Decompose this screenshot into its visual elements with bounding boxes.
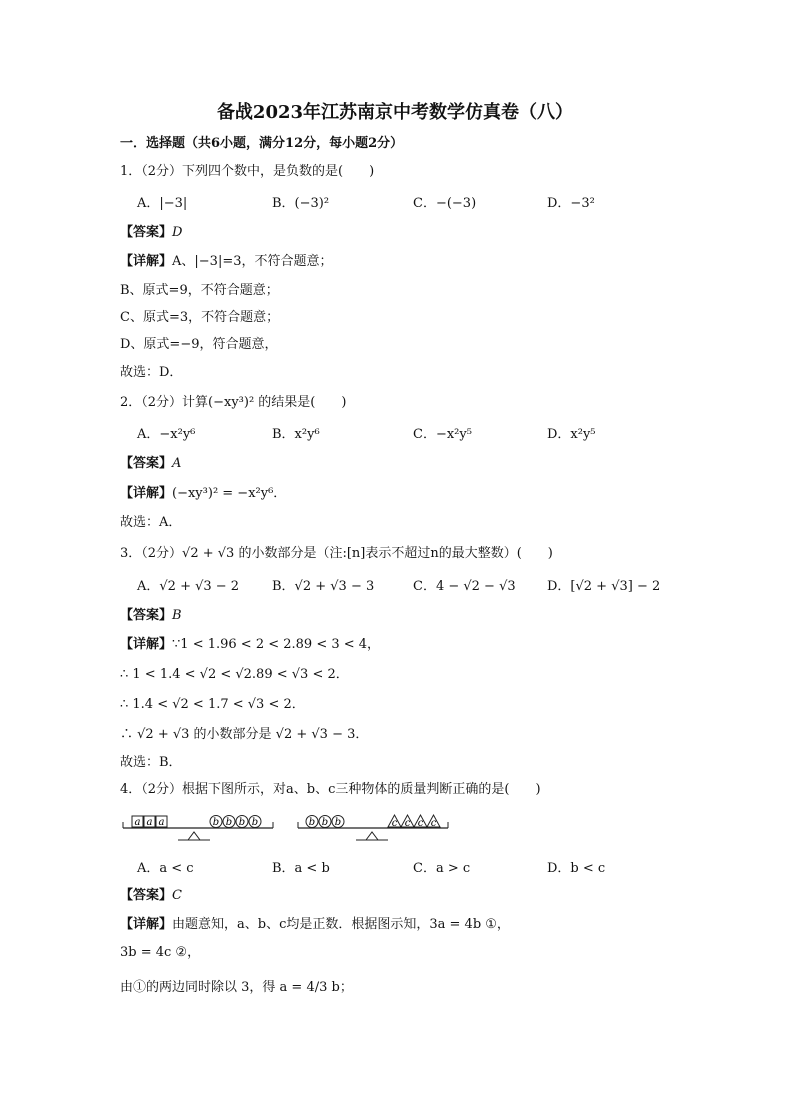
object-b-label: b bbox=[334, 817, 342, 828]
q2-stem: 2．（2分）计算(−xy³)² 的结果是( ) bbox=[120, 395, 347, 410]
right-balance bbox=[298, 815, 448, 840]
q3-option-c[interactable]: C．4 − √2 − √3 bbox=[413, 579, 516, 594]
q2-option-a[interactable]: A．−x²y⁶ bbox=[137, 427, 196, 442]
q1-detail-row bbox=[120, 253, 333, 271]
q1-option-a[interactable]: A．|−3| bbox=[137, 196, 188, 211]
q3-option-d[interactable]: D．[√2 + √3] − 2 bbox=[547, 579, 661, 594]
object-a-label: a bbox=[134, 817, 141, 828]
q4-option-b[interactable]: B．a < b bbox=[272, 861, 330, 876]
q4-answer-row bbox=[120, 887, 182, 905]
answer-tag: 【答案】 bbox=[120, 225, 173, 240]
q3-detail-line: ∵1 < 1.96 < 2 < 2.89 < 3 < 4， bbox=[172, 637, 381, 652]
q3-detail-line: ∴ √2 + √3 的小数部分是 √2 + √3 − 3． bbox=[120, 727, 369, 742]
q2-detail-line: (−xy³)² = −x²y⁶． bbox=[172, 486, 287, 501]
detail-tag: 【详解】 bbox=[120, 637, 173, 652]
q4-stem: 4．（2分）根据下图所示，对a、b、c三种物体的质量判断正确的是( ) bbox=[120, 782, 541, 797]
section-heading: 一．选择题（共6小题，满分12分，每小题2分） bbox=[120, 136, 404, 151]
object-a-label: a bbox=[146, 817, 153, 828]
q1-stem: 1．（2分）下列四个数中，是负数的是( ) bbox=[120, 164, 375, 179]
q3-option-a[interactable]: A．√2 + √3 − 2 bbox=[137, 579, 240, 594]
answer-tag: 【答案】 bbox=[120, 608, 173, 623]
balance-scale-figure bbox=[118, 808, 468, 852]
object-c-label: c bbox=[404, 818, 411, 829]
answer-tag: 【答案】 bbox=[120, 888, 173, 903]
q2-answer-row bbox=[120, 455, 181, 473]
q2-conclusion: 故选：A． bbox=[120, 515, 182, 530]
object-b-label: b bbox=[321, 817, 329, 828]
q4-option-a[interactable]: A．a < c bbox=[137, 861, 194, 876]
object-c-label: c bbox=[430, 818, 437, 829]
page-title: 备战2023年江苏南京中考数学仿真卷（八） bbox=[216, 102, 574, 123]
detail-tag: 【详解】 bbox=[120, 917, 173, 932]
object-b-label: b bbox=[225, 817, 233, 828]
q2-answer: A bbox=[172, 456, 182, 471]
object-a-label: a bbox=[158, 817, 165, 828]
q2-option-b[interactable]: B．x²y⁶ bbox=[272, 427, 320, 442]
object-c-label: c bbox=[391, 818, 398, 829]
q2-detail-row bbox=[120, 485, 286, 503]
q4-answer: C bbox=[172, 888, 182, 903]
answer-tag: 【答案】 bbox=[120, 456, 173, 471]
q1-conclusion: 故选：D． bbox=[120, 365, 183, 380]
q2-option-d[interactable]: D．x²y⁵ bbox=[547, 427, 596, 442]
q4-detail-line: 由①的两边同时除以 3，得 a = 4/3 b； bbox=[120, 980, 353, 995]
q1-answer: D bbox=[172, 225, 183, 240]
q1-detail-line: B、原式=9，不符合题意； bbox=[120, 283, 279, 298]
detail-tag: 【详解】 bbox=[120, 254, 173, 269]
q3-conclusion: 故选：B． bbox=[120, 755, 182, 770]
q4-detail-row bbox=[120, 916, 510, 934]
q4-option-d[interactable]: D．b < c bbox=[547, 861, 606, 876]
q3-answer-row bbox=[120, 607, 182, 625]
detail-tag: 【详解】 bbox=[120, 486, 173, 501]
q1-detail-line: A、|−3|=3，不符合题意； bbox=[172, 254, 333, 269]
q1-option-c[interactable]: C．−(−3) bbox=[413, 196, 477, 211]
q4-detail-line: 由题意知，a、b、c均是正数．根据图示知，3a = 4b ①， bbox=[172, 917, 510, 932]
q3-stem: 3．（2分）√2 + √3 的小数部分是（注:[n]表示不超过n的最大整数）( ) bbox=[120, 546, 553, 561]
object-b-label: b bbox=[238, 817, 246, 828]
q3-detail-row bbox=[120, 636, 380, 654]
q1-answer-row bbox=[120, 224, 182, 242]
object-b-label: b bbox=[212, 817, 220, 828]
left-balance bbox=[123, 816, 273, 841]
object-b-label: b bbox=[308, 817, 316, 828]
q3-detail-line: ∴ 1 < 1.4 < √2 < √2.89 < √3 < 2． bbox=[120, 667, 349, 682]
object-b-label: b bbox=[251, 817, 259, 828]
q4-option-c[interactable]: C．a > c bbox=[413, 861, 471, 876]
q3-answer: B bbox=[172, 608, 182, 623]
q1-detail-line: C、原式=3，不符合题意； bbox=[120, 310, 280, 325]
q4-detail-line: 3b = 4c ②， bbox=[120, 945, 201, 960]
q2-option-c[interactable]: C．−x²y⁵ bbox=[413, 427, 472, 442]
q3-detail-line: ∴ 1.4 < √2 < 1.7 < √3 < 2． bbox=[120, 697, 305, 712]
q3-option-b[interactable]: B．√2 + √3 − 3 bbox=[272, 579, 375, 594]
q1-option-b[interactable]: B．(−3)² bbox=[272, 196, 330, 211]
object-c-label: c bbox=[417, 818, 424, 829]
q1-detail-line: D、原式=−9，符合题意， bbox=[120, 337, 278, 352]
q1-option-d[interactable]: D．−3² bbox=[547, 196, 595, 211]
